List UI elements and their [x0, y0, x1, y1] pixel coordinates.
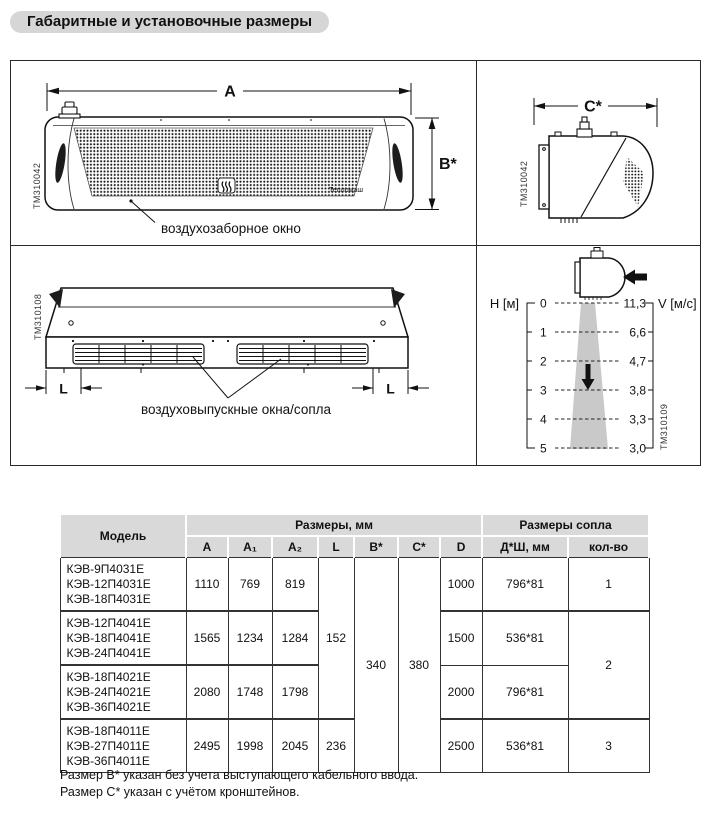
- intake-direction-arrow: [623, 270, 647, 285]
- model-name: КЭВ-18П4011Е: [66, 723, 150, 738]
- footnotes: [60, 767, 418, 800]
- page-title: Габаритные и установочные размеры: [10, 11, 329, 33]
- dim-label-l-right: L: [386, 380, 395, 397]
- cable-gland: [577, 117, 592, 137]
- h-tick: 5: [540, 441, 547, 456]
- dim-a: 1565: [186, 611, 228, 665]
- unit-top-panel: [46, 288, 408, 337]
- mounting-bracket: [539, 145, 549, 209]
- col-header-c: C*: [398, 536, 440, 558]
- outlet-callout: воздуховыпускные окна/сопла: [140, 402, 332, 417]
- brand-logo-icon: [218, 178, 235, 193]
- dim-a1: 769: [228, 558, 272, 612]
- model-name: КЭВ-24П4041Е: [66, 645, 151, 660]
- v-tick: 6,6: [629, 325, 646, 340]
- model-name: КЭВ-36П4021Е: [66, 699, 151, 714]
- model-name: КЭВ-18П4031Е: [66, 591, 151, 606]
- dim-l: 236: [318, 719, 354, 773]
- front-view-quadrant: [11, 61, 477, 246]
- dim-a1: 1234: [228, 611, 272, 665]
- v-tick: 3,8: [629, 383, 646, 398]
- dim-b-merged: 340: [354, 558, 398, 773]
- dim-label-l-left: L: [59, 380, 68, 397]
- nozzle-size: 796*81: [482, 558, 568, 612]
- arrowhead-right: [399, 88, 411, 94]
- nozzle-size: 536*81: [482, 611, 568, 665]
- dim-label-a: A: [224, 83, 236, 101]
- airflow-quadrant: [477, 246, 700, 465]
- dim-d: 2000: [440, 665, 482, 719]
- col-header-nozzle-qty: кол-во: [568, 536, 649, 558]
- model-name: КЭВ-9П4031Е: [66, 561, 145, 576]
- dim-d: 1500: [440, 611, 482, 665]
- model-cell: [60, 719, 186, 773]
- dim-d: 1000: [440, 558, 482, 612]
- dim-a1: 1748: [228, 665, 272, 719]
- col-header-a1: A₁: [228, 536, 272, 558]
- drawing-code: ТМ310042: [32, 162, 42, 209]
- drawing-code: ТМ310108: [33, 293, 43, 340]
- col-header-l: L: [318, 536, 354, 558]
- dim-a: 2080: [186, 665, 228, 719]
- intake-callout: воздухозаборное окно: [161, 221, 301, 236]
- model-name: КЭВ-18П4021Е: [66, 669, 151, 684]
- table-row: [60, 558, 649, 612]
- unit-silhouette: [580, 258, 625, 297]
- v-tick: 4,7: [629, 354, 646, 369]
- model-name: КЭВ-18П4041Е: [66, 630, 151, 645]
- dim-a2: 819: [272, 558, 318, 612]
- dimensions-table: [59, 513, 650, 773]
- dim-a2: 1284: [272, 611, 318, 665]
- drawing-code: ТМ310042: [519, 160, 529, 207]
- nozzle-size: 796*81: [482, 665, 568, 719]
- dim-c-merged: 380: [398, 558, 440, 773]
- col-header-b: B*: [354, 536, 398, 558]
- model-cell: [60, 665, 186, 719]
- model-name: КЭВ-24П4021Е: [66, 684, 151, 699]
- dim-a: 1110: [186, 558, 228, 612]
- v-tick: 3,0: [629, 441, 646, 456]
- col-header-a: A: [186, 536, 228, 558]
- h-tick: 4: [540, 412, 547, 427]
- col-header-a2: A₂: [272, 536, 318, 558]
- model-name: КЭВ-12П4041Е: [66, 615, 151, 630]
- brand-text: Тепломаш: [329, 187, 363, 194]
- footnote-b: Размер В* указан без учета выступающего кабельного ввода.: [60, 768, 419, 782]
- col-group-sizes: Размеры, мм: [186, 514, 482, 536]
- col-group-nozzle: Размеры сопла: [482, 514, 649, 536]
- outlet-grille-right: [237, 344, 368, 364]
- side-view-quadrant: [477, 61, 700, 246]
- dim-a1: 1998: [228, 719, 272, 773]
- height-axis-label: Н [м]: [489, 296, 519, 311]
- drawing-code: ТМ310109: [659, 403, 669, 450]
- nozzle-qty: 1: [568, 558, 649, 612]
- dim-l-merged: 152: [318, 558, 354, 720]
- dim-d: 2500: [440, 719, 482, 773]
- h-tick: 3: [540, 383, 547, 398]
- h-tick: 2: [540, 354, 547, 369]
- col-header-nozzle-size: Д*Ш, мм: [482, 536, 568, 558]
- v-tick: 11,3: [623, 296, 646, 311]
- h-tick: 0: [540, 296, 547, 311]
- nozzle-qty: 3: [568, 719, 649, 773]
- outlet-grille-left: [73, 344, 204, 364]
- drawings-panel: [10, 60, 701, 466]
- v-tick: 3,3: [629, 412, 646, 427]
- model-cell: [60, 558, 186, 612]
- bottom-view-drawing: [11, 246, 477, 464]
- nozzle-size: 536*81: [482, 719, 568, 773]
- bottom-view-quadrant: [11, 246, 477, 465]
- dim-a: 2495: [186, 719, 228, 773]
- model-cell: [60, 611, 186, 665]
- model-name: КЭВ-12П4031Е: [66, 576, 151, 591]
- dim-a2: 2045: [272, 719, 318, 773]
- h-tick: 1: [540, 325, 547, 340]
- side-view-drawing: [477, 61, 699, 246]
- footnote-c: Размер С* указан с учётом кронштейнов.: [60, 784, 300, 799]
- col-header-d: D: [440, 536, 482, 558]
- nozzle-qty-merged: 2: [568, 611, 649, 719]
- model-name: КЭВ-27П4011Е: [66, 738, 150, 753]
- col-header-model: Модель: [60, 514, 186, 558]
- front-view-drawing: [11, 61, 477, 246]
- model-name: КЭВ-36П4011Е: [66, 753, 150, 768]
- airflow-diagram: [477, 246, 699, 464]
- dim-a2: 1798: [272, 665, 318, 719]
- dim-label-b: B*: [439, 156, 457, 173]
- velocity-axis-label: V [м/с]: [658, 296, 697, 311]
- arrowhead-left: [47, 88, 59, 94]
- cable-gland: [59, 102, 80, 118]
- dim-label-c: C*: [584, 98, 602, 116]
